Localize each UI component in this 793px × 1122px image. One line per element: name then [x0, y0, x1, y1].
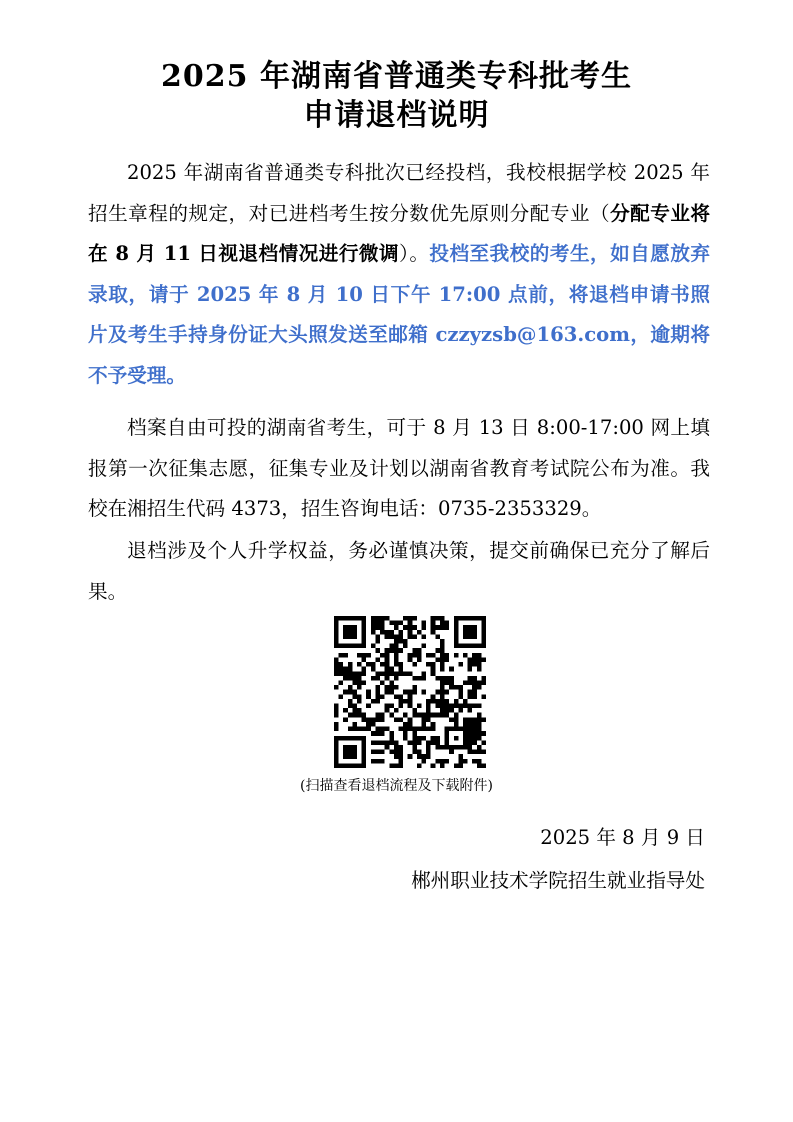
paragraph-1-bold-note: 分配专业将在 8 月 11 日视退档情况进行微调	[88, 201, 711, 265]
paragraph-1-text-a: 2025 年湖南省普通类专科批次已经投档，我校根据学校 2025 年招生章程的规定，对已进档考生按分数优先原则分配专业（	[88, 161, 710, 225]
withdrawal-instructions-highlight: 投档至我校的考生，如自愿放弃录取，请于 2025 年 8 月 10 日下午 17:00 点前，将退档申请书照片及考生手持身份证大头照发送至邮箱 czzyzsb@163.com，逾期将不予受理。	[88, 242, 711, 387]
paragraph-1-text-b: ）。	[399, 242, 430, 265]
paragraph-enrollment-notice	[88, 153, 710, 396]
document-title-line-1: 2025 年湖南省普通类专科批考生	[161, 59, 632, 94]
signature-organization: 郴州职业技术学院招生就业指导处	[411, 869, 705, 892]
qr-caption: (扫描查看退档流程及下载附件)	[300, 778, 493, 794]
paragraph-supplementary-application: 档案自由可投的湖南省考生，可于 8 月 13 日 8:00-17:00 网上填报第一次征集志愿，征集专业及计划以湖南省教育考试院公布为准。我校在湘招生代码 4373，招生咨询电话：0735-2353329。	[88, 416, 710, 520]
signature-date: 2025 年 8 月 9 日	[540, 826, 705, 849]
qr-code-icon[interactable]	[334, 616, 486, 768]
paragraph-caution: 退档涉及个人升学权益，务必谨慎决策，提交前确保已充分了解后果。	[88, 539, 710, 603]
document-title-line-2: 申请退档说明	[303, 98, 490, 133]
